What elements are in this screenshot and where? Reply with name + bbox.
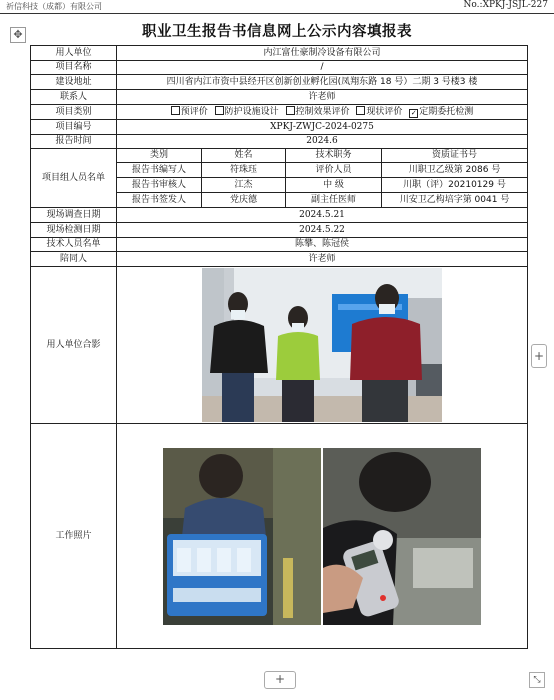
members-label: 项目组人员名单: [31, 149, 117, 208]
address-value[interactable]: 四川省内江市资中县经开区创新创业孵化园(凤翔东路 18 号）二期 3 号楼3 楼: [117, 75, 528, 90]
category-option-label: 预评价: [180, 107, 208, 117]
member-role[interactable]: 报告书审核人: [117, 178, 202, 193]
row-group-photo: [31, 267, 528, 424]
member-name[interactable]: 江杰: [202, 178, 286, 193]
members-col-name: 姓名: [202, 149, 286, 163]
work-photo-right-image: [323, 448, 481, 625]
escort-value[interactable]: 许老师: [117, 252, 528, 267]
project-no-label: 项目编号: [31, 120, 117, 135]
member-title[interactable]: 副主任医师: [286, 193, 382, 208]
member-name[interactable]: 党庆德: [202, 193, 286, 208]
checkbox-checked-icon[interactable]: ✓: [410, 109, 417, 117]
category-option-protection-design[interactable]: [215, 107, 279, 117]
checkbox-icon[interactable]: [356, 106, 365, 115]
checkbox-icon[interactable]: [286, 106, 295, 115]
category-option-label: 现状评价: [366, 107, 403, 117]
group-photo-label: 用人单位合影: [31, 267, 117, 424]
add-row-button[interactable]: +: [264, 671, 296, 689]
member-cert[interactable]: 川安卫乙构培字第 0041 号: [382, 193, 528, 208]
row-work-photo: [31, 424, 528, 649]
row-survey-date: [31, 208, 528, 223]
members-header-row: [31, 149, 528, 163]
tech-staff-value[interactable]: 陈攀、陈冠侯: [117, 238, 528, 252]
header-doc-no: No.:XPKJ-JSJL-227: [463, 0, 548, 10]
category-option-pre-eval[interactable]: [171, 107, 208, 117]
row-contact: [31, 90, 528, 105]
member-role[interactable]: 报告书签发人: [117, 193, 202, 208]
survey-date-label: 现场调查日期: [31, 208, 117, 223]
group-photo-cell[interactable]: [117, 267, 528, 424]
form-title: 职业卫生报告书信息网上公示内容填报表: [142, 24, 412, 40]
add-column-button[interactable]: +: [531, 344, 547, 368]
row-address: [31, 75, 528, 90]
test-date-value[interactable]: 2024.5.22: [117, 223, 528, 238]
members-col-role: 类别: [117, 149, 202, 163]
address-label: 建设地址: [31, 75, 117, 90]
project-name-label: 项目名称: [31, 61, 117, 75]
member-title[interactable]: 中 级: [286, 178, 382, 193]
member-title[interactable]: 评价人员: [286, 163, 382, 178]
tech-staff-label: 技术人员名单: [31, 238, 117, 252]
contact-value[interactable]: 许老师: [117, 90, 528, 105]
member-name[interactable]: 符珠珏: [202, 163, 286, 178]
row-employer: [31, 46, 528, 61]
survey-date-value[interactable]: 2024.5.21: [117, 208, 528, 223]
category-label: 项目类别: [31, 105, 117, 120]
escort-label: 陪同人: [31, 252, 117, 267]
work-photos: [163, 448, 481, 625]
header-company: 祈信科技（成都）有限公司: [6, 2, 102, 11]
row-escort: [31, 252, 528, 267]
row-project-no: [31, 120, 528, 135]
header-divider: [0, 13, 554, 14]
category-options: [117, 105, 528, 120]
member-role[interactable]: 报告书编写人: [117, 163, 202, 178]
project-name-value[interactable]: /: [117, 61, 528, 75]
member-cert[interactable]: 川职（评）20210129 号: [382, 178, 528, 193]
employer-label: 用人单位: [31, 46, 117, 61]
category-option-label: 防护设施设计: [224, 107, 279, 117]
category-option-status-eval[interactable]: [356, 107, 402, 117]
employer-value[interactable]: 内江富仕豪制冷设备有限公司: [117, 46, 528, 61]
work-photo-cell[interactable]: [117, 424, 528, 649]
checkbox-icon[interactable]: [215, 106, 224, 115]
row-test-date: [31, 223, 528, 238]
category-option-label: 定期委托检测: [419, 107, 474, 117]
members-col-title: 技术职务: [286, 149, 382, 163]
category-option-control-effect[interactable]: [286, 107, 350, 117]
checkbox-icon[interactable]: [171, 106, 180, 115]
category-option-label: 控制效果评价: [295, 107, 350, 117]
project-no-value[interactable]: XPKJ-ZWJC-2024-0275: [117, 120, 528, 135]
category-option-periodic-test[interactable]: [409, 107, 473, 117]
group-photo-image: [202, 268, 442, 422]
work-photo-left-image: [163, 448, 321, 625]
row-category: [31, 105, 528, 120]
test-date-label: 现场检测日期: [31, 223, 117, 238]
report-time-value[interactable]: 2024.6: [117, 135, 528, 149]
row-tech-staff: [31, 238, 528, 252]
contact-label: 联系人: [31, 90, 117, 105]
page-header: [0, 0, 554, 14]
row-report-time: [31, 135, 528, 149]
member-cert[interactable]: 川职卫乙级第 2086 号: [382, 163, 528, 178]
table-move-handle-icon[interactable]: ✥: [10, 27, 26, 43]
table-resize-handle-icon[interactable]: ⤡: [529, 672, 545, 688]
row-project-name: [31, 61, 528, 75]
disclosure-form-table: [30, 45, 528, 649]
report-time-label: 报告时间: [31, 135, 117, 149]
members-col-cert: 资质证书号: [382, 149, 528, 163]
work-photo-label: 工作照片: [31, 424, 117, 649]
